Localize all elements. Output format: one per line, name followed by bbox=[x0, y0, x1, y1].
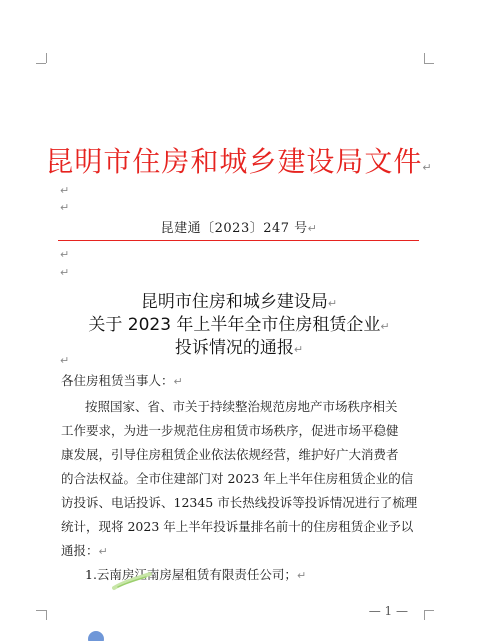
notice-heading-line-2-text: 关于 2023 年上半年全市住房租赁企业 bbox=[88, 315, 381, 335]
crop-mark-bottom-right-v bbox=[424, 610, 425, 620]
body-line: 统计，现将 2023 年上半年投诉量排名前十的住房租赁企业予以 bbox=[61, 519, 414, 534]
list-item-1-text: 1.云南房江南房屋租赁有限责任公司； bbox=[85, 567, 297, 582]
notice-heading-line-1 bbox=[0, 287, 478, 312]
paragraph-mark: ↵ bbox=[60, 354, 70, 367]
red-separator-rule bbox=[58, 240, 419, 241]
crop-mark-top-left-h bbox=[36, 63, 46, 64]
paragraph-mark: ↵ bbox=[296, 569, 307, 582]
paragraph-mark: ↵ bbox=[60, 184, 70, 197]
document-header-title bbox=[0, 140, 478, 180]
document-number bbox=[0, 217, 478, 236]
salutation bbox=[61, 371, 183, 389]
page-number: — 1 — bbox=[368, 604, 408, 618]
paragraph-mark: ↵ bbox=[60, 201, 70, 214]
body-line: 按照国家、省、市关于持续整治规范房地产市场秩序相关 bbox=[85, 399, 398, 414]
paragraph-mark: ↵ bbox=[293, 343, 304, 356]
paragraph-mark: ↵ bbox=[60, 248, 70, 261]
crop-mark-bottom-left-v bbox=[46, 610, 47, 620]
paragraph-mark: ↵ bbox=[173, 375, 183, 388]
crop-mark-bottom-left-h bbox=[36, 610, 46, 611]
paragraph-mark: ↵ bbox=[60, 266, 70, 279]
signature-stroke-icon bbox=[112, 571, 152, 591]
body-line: 访投诉、电话投诉、12345 市长热线投诉等投诉情况进行了梳理 bbox=[61, 495, 418, 510]
body-line: 的合法权益。全市住建部门对 2023 年上半年住房租赁企业的信 bbox=[61, 471, 414, 486]
notice-heading-line-3 bbox=[0, 333, 478, 358]
body-line-end-text: 通报： bbox=[61, 543, 99, 558]
floating-assistant-icon[interactable] bbox=[88, 631, 104, 641]
paragraph-mark: ↵ bbox=[422, 161, 433, 174]
document-number-text: 昆建通〔2023〕247 号 bbox=[160, 221, 308, 236]
crop-mark-top-left-v bbox=[46, 53, 47, 63]
crop-mark-bottom-right-h bbox=[424, 610, 434, 611]
body-line: 康发展，引导住房租赁企业依法依规经营，维护好广大消费者 bbox=[61, 447, 399, 462]
salutation-text: 各住房租赁当事人： bbox=[61, 373, 174, 388]
paragraph-mark: ↵ bbox=[307, 222, 318, 235]
body-line-end bbox=[61, 541, 108, 559]
paragraph-mark: ↵ bbox=[327, 297, 338, 310]
notice-heading-line-1-text: 昆明市住房和城乡建设局 bbox=[140, 292, 328, 312]
document-header-title-text: 昆明市住房和城乡建设局文件 bbox=[45, 145, 423, 178]
crop-mark-top-right-h bbox=[424, 63, 434, 64]
paragraph-mark: ↵ bbox=[380, 320, 390, 333]
body-line: 工作要求，为进一步规范住房租赁市场秩序，促进市场平稳健 bbox=[61, 423, 399, 438]
paragraph-mark: ↵ bbox=[98, 545, 108, 558]
notice-heading-line-2 bbox=[0, 310, 478, 335]
crop-mark-top-right-v bbox=[424, 53, 425, 63]
notice-heading-line-3-text: 投诉情况的通报 bbox=[174, 338, 294, 358]
